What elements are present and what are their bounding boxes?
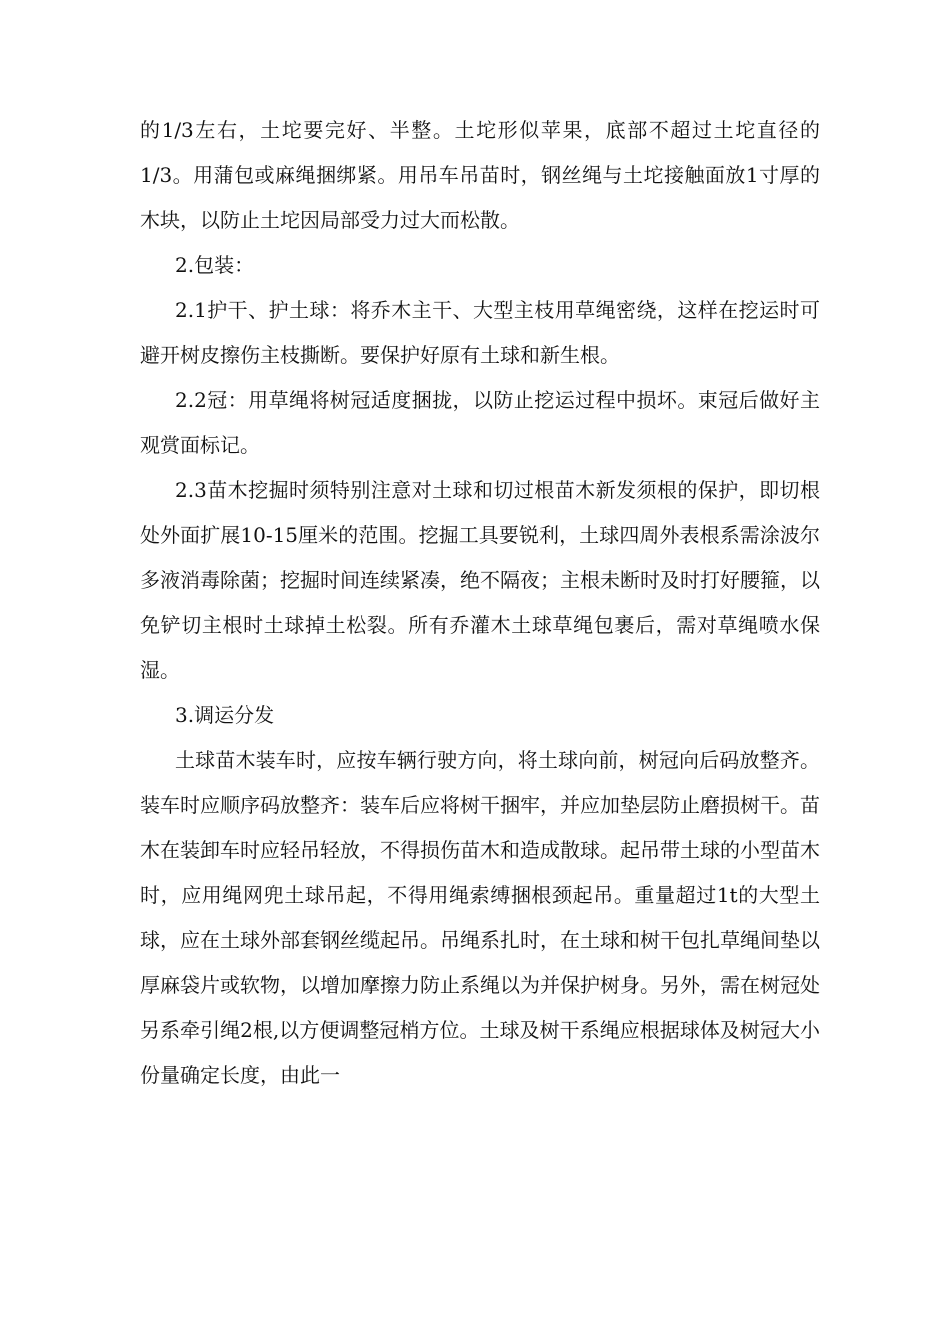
- document-body: [140, 108, 820, 1098]
- section-heading-packaging: 2.包装：: [175, 253, 255, 277]
- paragraph-trunk-protection: 2.1护干、护土球：将乔木主干、大型主枝用草绳密绕，这样在挖运时可避开树皮擦伤主枝撕断。要保护好原有土球和新生根。: [140, 298, 820, 367]
- section-heading-transport: 3.调运分发: [175, 703, 275, 727]
- paragraph-loading: 土球苗木装车时，应按车辆行驶方向，将土球向前，树冠向后码放整齐。装车时应顺序码放整齐：装车后应将树干捆牢，并应加垫层防止磨损树干。苗木在装卸车时应轻吊轻放，不得损伤苗木和造成散球。起吊带土球的小型苗木时，应用绳网兜土球吊起，不得用绳索缚捆根颈起吊。重量超过1t的大型土球，应在土球外部套钢丝缆起吊。吊绳系扎时，在土球和树干包扎草绳间垫以厚麻袋片或软物，以增加摩擦力防止系绳以为并保护树身。另外，需在树冠处另系牵引绳2根,以方便调整冠梢方位。土球及树干系绳应根据球体及树冠大小份量确定长度，由此一: [140, 748, 820, 1087]
- paragraph-digging: 2.3苗木挖掘时须特别注意对土球和切过根苗木新发须根的保护，即切根处外面扩展10-15厘米的范围。挖掘工具要锐利，土球四周外表根系需涂波尔多液消毒除菌；挖掘时间连续紧凑，绝不隔夜；主根未断时及时打好腰箍，以免铲切主根时土球掉土松裂。所有乔灌木土球草绳包裹后，需对草绳喷水保湿。: [140, 478, 820, 682]
- paragraph-crown: 2.2冠：用草绳将树冠适度捆拢，以防止挖运过程中损坏。束冠后做好主观赏面标记。: [140, 388, 820, 457]
- paragraph-continuation: 的1/3左右，土坨要完好、半整。土坨形似苹果，底部不超过土坨直径的1/3。用蒲包或麻绳捆绑紧。用吊车吊苗时，钢丝绳与土坨接触面放1寸厚的木块，以防止土坨因局部受力过大而松散。: [140, 118, 820, 232]
